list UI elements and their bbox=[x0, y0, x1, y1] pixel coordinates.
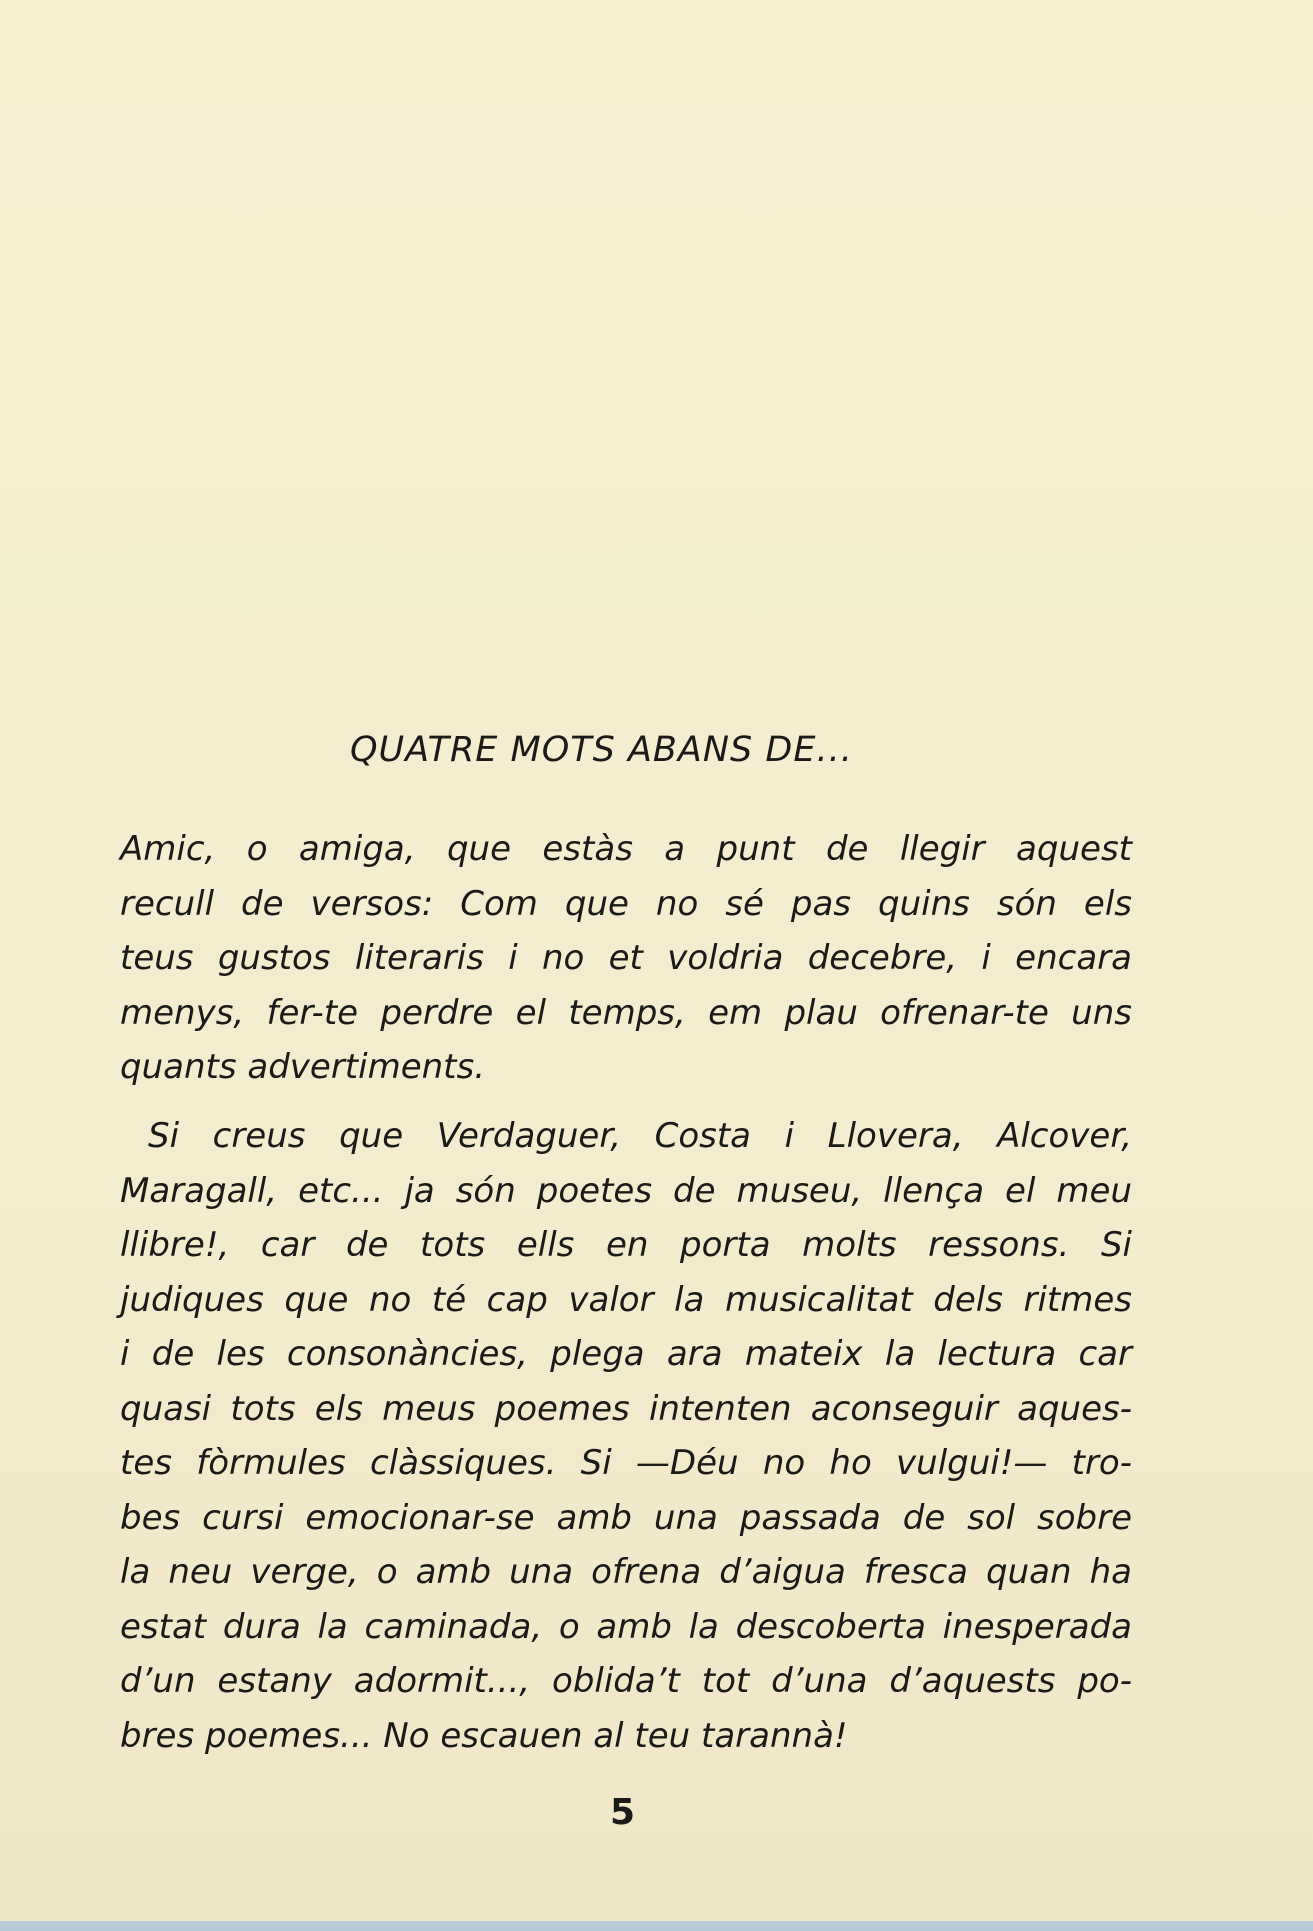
page-number: 5 bbox=[610, 1792, 636, 1833]
text-line: teus gustos literaris i no et voldria decebre, i encara bbox=[120, 938, 1132, 978]
text-line: Amic, o amiga, que estàs a punt de llegir aquest bbox=[120, 829, 1132, 869]
page-bottom-edge bbox=[0, 1921, 1313, 1931]
text-line: menys, fer-te perdre el temps, em plau ofrenar-te uns bbox=[120, 992, 1132, 1033]
text-line: Maragall, etc... ja són poetes de museu, llença el meu bbox=[120, 1170, 1132, 1211]
section-heading: QUATRE MOTS ABANS DE... bbox=[350, 730, 853, 770]
text-line: bes cursi emocionar-se amb una passada de sol sobre bbox=[120, 1497, 1132, 1538]
text-line: d’un estany adormit..., oblida’t tot d’una d’aquests po- bbox=[120, 1661, 1132, 1701]
text-line: recull de versos: Com que no sé pas quins són els bbox=[120, 883, 1132, 924]
text-line: llibre!, car de tots ells en porta molts ressons. Si bbox=[120, 1225, 1132, 1265]
text-line: Si creus que Verdaguer, Costa i Llovera, Alcover, bbox=[148, 1116, 1132, 1156]
paragraph-intro bbox=[120, 822, 1132, 1095]
text-line: quasi tots els meus poemes intenten aconseguir aques- bbox=[120, 1388, 1132, 1429]
text-line: judiques que no té cap valor la musicalitat dels ritmes bbox=[120, 1279, 1132, 1320]
text-line: estat dura la caminada, o amb la descoberta inesperada bbox=[120, 1606, 1132, 1647]
text-line: bres poemes... No escauen al teu tarannà! bbox=[120, 1715, 848, 1756]
text-line: la neu verge, o amb una ofrena d’aigua fresca quan ha bbox=[120, 1552, 1132, 1592]
text-line: i de les consonàncies, plega ara mateix la lectura car bbox=[120, 1334, 1132, 1374]
paragraph-warning bbox=[120, 1109, 1132, 1763]
text-line: tes fòrmules clàssiques. Si —Déu no ho vulgui!— tro- bbox=[120, 1443, 1132, 1483]
text-line: quants advertiments. bbox=[120, 1047, 486, 1087]
